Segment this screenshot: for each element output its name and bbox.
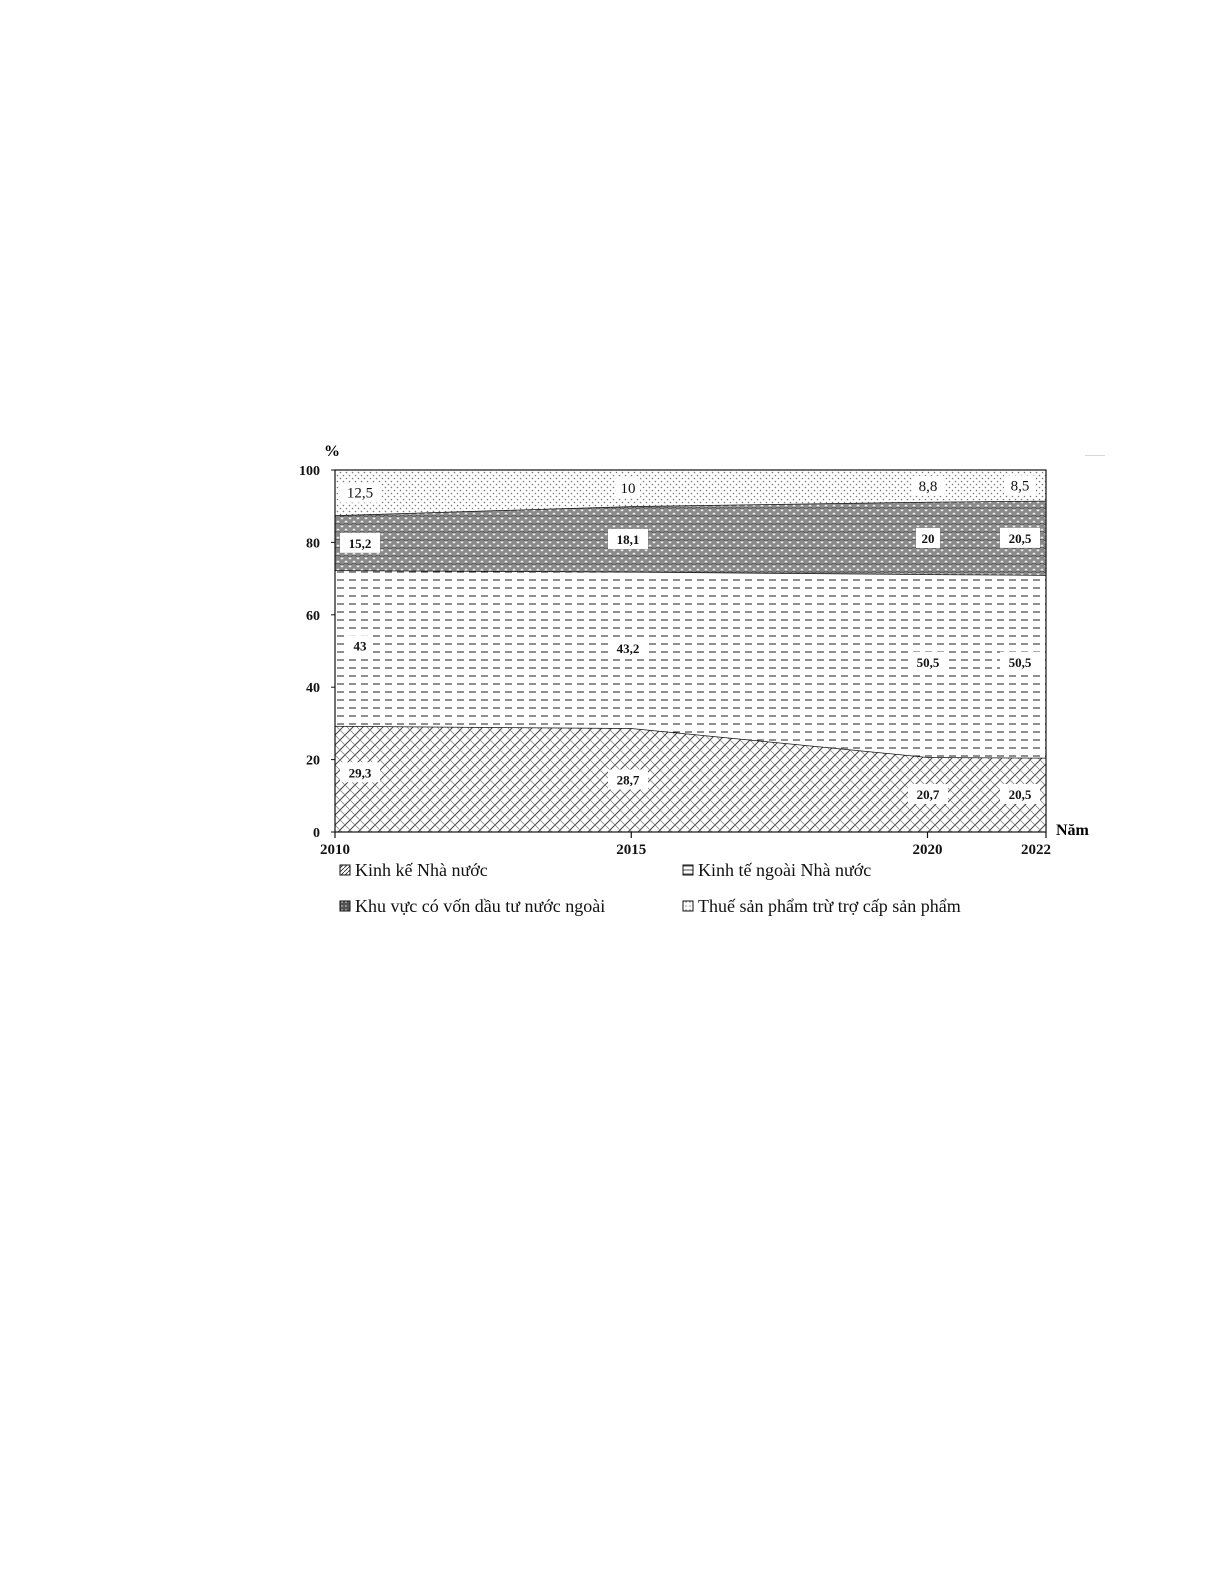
legend-label: Khu vực có vốn dầu tư nước ngoài xyxy=(355,896,606,916)
data-label-text: 12,5 xyxy=(346,485,374,502)
data-label xyxy=(1004,475,1036,495)
data-label xyxy=(916,528,940,548)
legend-item xyxy=(340,860,488,880)
legend xyxy=(340,860,961,916)
data-label xyxy=(908,784,948,804)
legend-swatch xyxy=(340,901,350,911)
data-label xyxy=(1000,528,1040,548)
y-tick-label: 100 xyxy=(299,464,320,479)
data-label xyxy=(608,770,648,790)
data-label-text: 8,5 xyxy=(1010,478,1030,495)
data-label xyxy=(608,529,648,549)
legend-item xyxy=(340,896,605,916)
legend-swatch xyxy=(683,901,693,911)
x-tick-label: 2020 xyxy=(912,842,943,858)
y-tick-label: 0 xyxy=(313,826,320,841)
legend-label: Kinh kế Nhà nước xyxy=(355,860,488,880)
x-axis-label: Năm xyxy=(1056,822,1089,839)
data-label-text: 8,8 xyxy=(918,478,938,495)
data-label-text: 20 xyxy=(921,531,935,547)
data-label-text: 20,7 xyxy=(916,786,940,802)
data-label xyxy=(1000,784,1040,804)
data-label-text: 50,5 xyxy=(1008,654,1032,670)
data-label xyxy=(616,478,640,498)
x-tick-label: 2022 xyxy=(1021,842,1051,858)
x-tick-label: 2010 xyxy=(320,842,350,858)
legend-item xyxy=(683,896,961,916)
data-label-text: 18,1 xyxy=(616,531,640,547)
data-label xyxy=(1000,652,1040,672)
data-label-text: 43 xyxy=(353,638,367,654)
y-axis-label: % xyxy=(324,443,340,460)
y-tick-label: 40 xyxy=(306,681,320,697)
y-tick-label: 20 xyxy=(306,753,320,769)
data-label-text: 29,3 xyxy=(348,765,372,781)
area-series-layer xyxy=(335,470,1046,832)
legend-label: Kinh tế ngoài Nhà nước xyxy=(698,860,872,880)
data-label xyxy=(912,476,944,496)
data-label xyxy=(340,483,380,503)
data-label-text: 15,2 xyxy=(348,535,372,551)
x-tick-label: 2015 xyxy=(616,842,647,858)
y-tick-label: 60 xyxy=(306,608,320,624)
legend-label: Thuế sản phẩm trừ trợ cấp sản phẩm xyxy=(698,896,961,916)
legend-swatch xyxy=(683,865,693,875)
data-label xyxy=(340,762,380,782)
data-label-text: 20,5 xyxy=(1008,786,1032,802)
data-label xyxy=(348,636,372,656)
data-label-text: 43,2 xyxy=(616,641,640,657)
data-label-text: 50,5 xyxy=(916,654,940,670)
legend-swatch xyxy=(340,865,350,875)
legend-item xyxy=(683,860,871,880)
data-label xyxy=(608,638,648,658)
y-tick-label: 80 xyxy=(306,536,320,552)
data-label-text: 28,7 xyxy=(616,772,640,788)
data-label-text: 10 xyxy=(620,481,636,498)
data-label xyxy=(340,533,380,553)
data-label xyxy=(908,652,948,672)
data-label-text: 20,5 xyxy=(1008,530,1032,546)
